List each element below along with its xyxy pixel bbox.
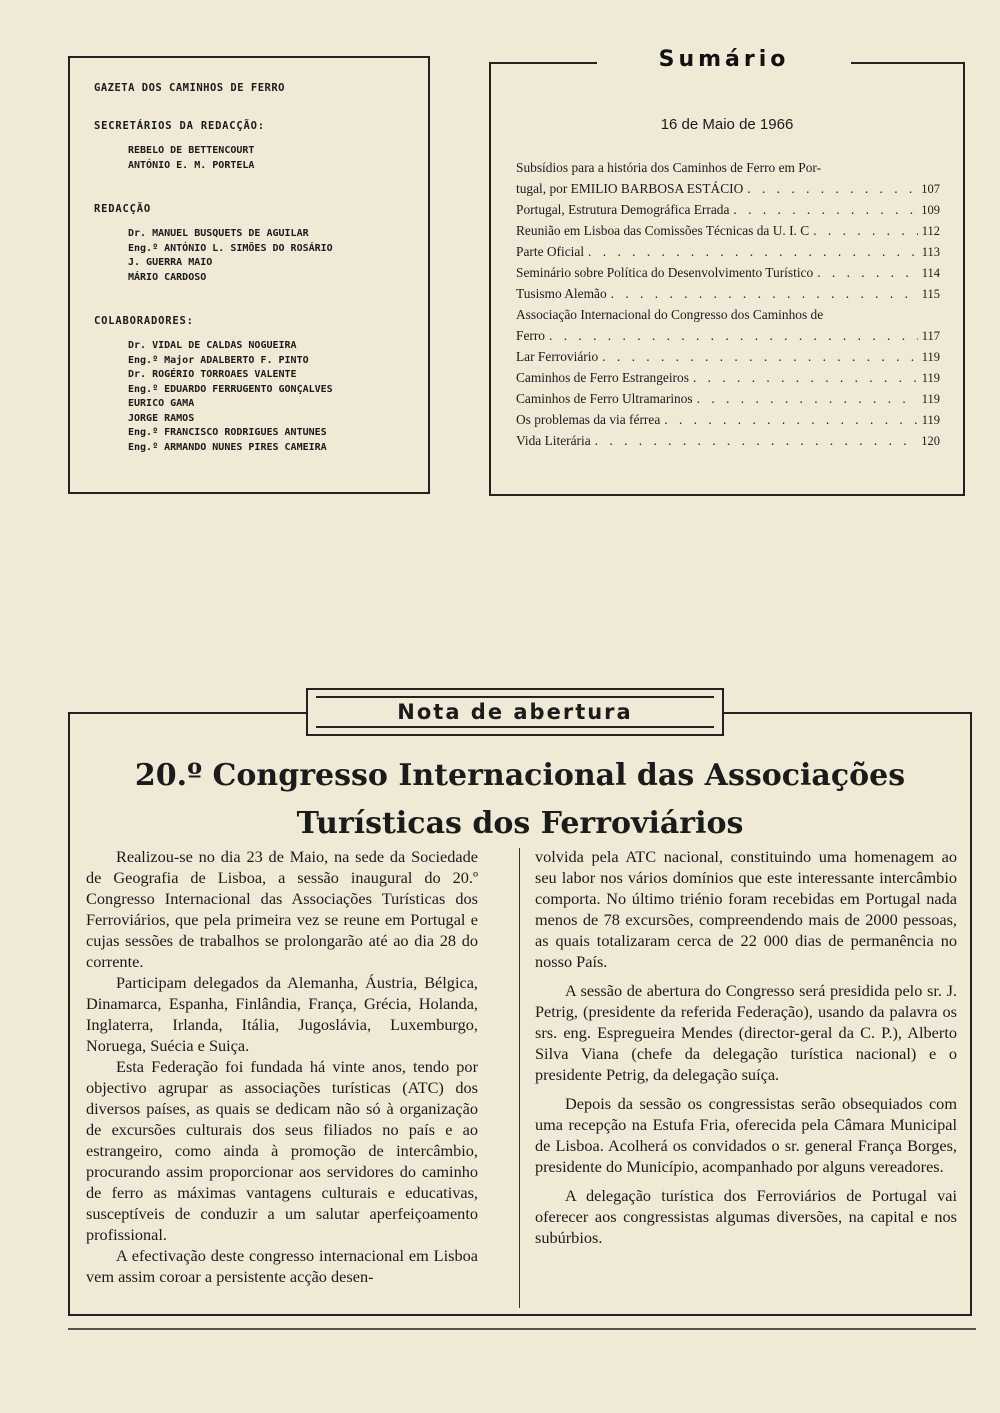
editor-name: Dr. MANUEL BUSQUETS DE AGUILAR bbox=[128, 228, 309, 239]
contributor-name: Dr. ROGÉRIO TORROAES VALENTE bbox=[128, 369, 297, 380]
contributor-name: Eng.º FRANCISCO RODRIGUES ANTUNES bbox=[128, 427, 327, 438]
staff-title: GAZETA DOS CAMINHOS DE FERRO bbox=[94, 82, 286, 94]
bottom-rule bbox=[68, 1328, 976, 1330]
toc-item-page: 107 bbox=[921, 182, 940, 196]
toc-item-title: Lar Ferroviário bbox=[516, 349, 599, 364]
toc-item-page: 119 bbox=[921, 392, 940, 406]
article-column-left bbox=[86, 846, 478, 1287]
secretary-name: ANTÓNIO E. M. PORTELA bbox=[128, 159, 255, 171]
toc-leader bbox=[595, 433, 918, 449]
toc-leader bbox=[602, 349, 918, 365]
article-paragraph: Esta Federação foi fundada há vinte anos, tendo por objectivo agrupar as associações turísticas (ATC) dos diversos países, as quais se dedicam não só à organização de excursões culturais dos seus filiados no país e ao estrangeiro, como ainda à promoção de intercâmbio, procurando assim proporcionar aos servidores do caminho de ferro as máximas vantagens culturais e educativas, susceptíveis de conduzir a um salutar aperfeiçoamento profissional. bbox=[86, 1057, 478, 1244]
banner-rule bbox=[68, 712, 306, 714]
toc-item-title: Ferro bbox=[516, 328, 546, 343]
toc-item bbox=[516, 328, 940, 349]
toc-leader bbox=[611, 286, 918, 302]
toc-item-page: 114 bbox=[921, 266, 940, 280]
toc-leader bbox=[588, 244, 918, 260]
toc-item-title: Reunião em Lisboa das Comissões Técnicas da U. I. C bbox=[516, 223, 810, 238]
article-column-right bbox=[535, 846, 957, 1248]
article-paragraph: A sessão de abertura do Congresso será presidida pelo sr. J. Petrig, (presidente da referida Federação), usando da palavra os srs. eng. Espregueira Mendes (director-geral da C. P.), Alberto Silva Viana (chefe da delegação turística nacional) e o presidente Petrig, da delegação suíça. bbox=[535, 981, 957, 1084]
contributor-name: Eng.º ARMANDO NUNES PIRES CAMEIRA bbox=[128, 441, 327, 453]
toc-leader bbox=[817, 265, 918, 281]
toc-leader bbox=[549, 328, 918, 344]
toc-item bbox=[516, 223, 940, 244]
toc-item-title: tugal, por EMILIO BARBOSA ESTÁCIO bbox=[516, 181, 744, 196]
editor-name: MÁRIO CARDOSO bbox=[128, 271, 207, 283]
toc-item-title: Caminhos de Ferro Estrangeiros bbox=[516, 370, 689, 385]
toc-item-title: Os problemas da via férrea bbox=[516, 412, 661, 427]
toc-item-title: Parte Oficial bbox=[516, 244, 585, 259]
toc-leader bbox=[697, 391, 918, 407]
toc-item bbox=[516, 412, 940, 433]
nota-banner-label: Nota de abertura bbox=[316, 696, 714, 728]
secretaries-list bbox=[128, 144, 428, 173]
toc-leader bbox=[747, 181, 917, 197]
article-paragraph: Participam delegados da Alemanha, Áustria, Bélgica, Dinamarca, Espanha, Finlândia, França, Grécia, Holanda, Inglaterra, Irlanda, Itália, Jugoslávia, Luxemburgo, Noruega, Suécia e Suiça. bbox=[86, 973, 478, 1055]
article-paragraph: A delegação turística dos Ferroviários de Portugal vai oferecer aos congressistas algumas diversões, na capital e nos subúrbios. bbox=[535, 1186, 957, 1247]
table-of-contents bbox=[516, 160, 940, 454]
toc-item-title: Caminhos de Ferro Ultramarinos bbox=[516, 391, 693, 406]
toc-item-page: 109 bbox=[921, 203, 940, 217]
article-paragraph: volvida pela ATC nacional, constituindo uma homenagem ao seu labor nos vários domínios que este interessante intercâmbio comporta. No último triénio foram recebidas em Portugal nada menos de 78 excursões, compreendendo mais de 2000 pessoas, as quais totalizaram cerca de 22 000 dias de permanência no nosso País. bbox=[535, 847, 957, 971]
banner-rule bbox=[724, 712, 972, 714]
article-paragraph: Realizou-se no dia 23 de Maio, na sede da Sociedade de Geografia de Lisboa, a sessão inaugural do 20.º Congresso Internacional das Associações Turísticas dos Ferroviários, que pela primeira vez se reune em Portugal e cujas sessões de trabalhos se prolongarão até ao dia 28 do corrente. bbox=[86, 847, 478, 971]
toc-item bbox=[516, 391, 940, 412]
toc-item bbox=[516, 370, 940, 391]
toc-leader bbox=[664, 412, 917, 428]
summary-title: Sumário bbox=[597, 46, 851, 74]
toc-leader bbox=[813, 223, 918, 239]
toc-item-page: 115 bbox=[921, 287, 940, 301]
toc-item-page: 112 bbox=[921, 224, 940, 238]
nota-banner bbox=[306, 688, 724, 736]
toc-leader bbox=[733, 202, 917, 218]
toc-item-author: EMILIO BARBOSA ESTÁCIO bbox=[570, 181, 744, 196]
secretaries-label: SECRETÁRIOS DA REDACÇÃO: bbox=[94, 120, 265, 132]
toc-item bbox=[516, 286, 940, 307]
staff-box bbox=[68, 56, 430, 494]
toc-item-title: Tusismo Alemão bbox=[516, 286, 607, 301]
toc-item bbox=[516, 265, 940, 286]
contributor-name: Eng.º EDUARDO FERRUGENTO GONÇALVES bbox=[128, 383, 333, 395]
toc-item-title: Portugal, Estrutura Demográfica Errada bbox=[516, 202, 730, 217]
contributors-label: COLABORADORES: bbox=[94, 315, 194, 327]
editorial-label: REDACÇÃO bbox=[94, 203, 151, 215]
toc-item-page: 119 bbox=[921, 371, 940, 385]
toc-item bbox=[516, 433, 940, 454]
toc-item-page: 120 bbox=[921, 434, 940, 448]
contributor-name: Dr. VIDAL DE CALDAS NOGUEIRA bbox=[128, 340, 297, 351]
toc-leader bbox=[693, 370, 918, 386]
contributor-name: JORGE RAMOS bbox=[128, 412, 195, 424]
article-title-line: Turísticas dos Ferroviários bbox=[296, 806, 744, 841]
contributors-list bbox=[128, 339, 428, 455]
toc-item bbox=[516, 244, 940, 265]
summary-date: 16 de Maio de 1966 bbox=[660, 116, 794, 133]
toc-item-title: Seminário sobre Política do Desenvolvimento Turístico bbox=[516, 265, 814, 280]
editor-name: J. GUERRA MAIO bbox=[128, 257, 213, 268]
toc-item bbox=[516, 202, 940, 223]
secretary-name: REBELO DE BETTENCOURT bbox=[128, 145, 255, 156]
toc-item bbox=[516, 349, 940, 370]
toc-item-line: Associação Internacional do Congresso dos Caminhos de bbox=[516, 307, 824, 322]
contributor-name: EURICO GAMA bbox=[128, 398, 195, 409]
toc-item-title: Vida Literária bbox=[516, 433, 591, 448]
column-divider bbox=[519, 848, 520, 1308]
toc-item-page: 119 bbox=[921, 413, 940, 427]
article-paragraph: Depois da sessão os congressistas serão obsequiados com uma recepção na Estufa Fria, oferecida pela Câmara Municipal de Lisboa. Acolherá os convidados o sr. general França Borges, presidente do Município, acompanhado por alguns vereadores. bbox=[535, 1094, 957, 1176]
toc-item-page: 119 bbox=[921, 350, 940, 364]
article-title-line: 20.º Congresso Internacional das Associações bbox=[134, 758, 906, 793]
editorial-list bbox=[128, 227, 428, 285]
toc-item-page: 113 bbox=[921, 245, 940, 259]
toc-item-line: Subsídios para a história dos Caminhos de Ferro em Por- bbox=[516, 160, 822, 175]
article-paragraph: A efectivação deste congresso internacional em Lisboa vem assim coroar a persistente acção desen- bbox=[86, 1246, 478, 1286]
contributor-name: Eng.º Major ADALBERTO F. PINTO bbox=[128, 354, 309, 366]
editor-name: Eng.º ANTÓNIO L. SIMÕES DO ROSÁRIO bbox=[128, 242, 333, 254]
toc-item-page: 117 bbox=[921, 329, 940, 343]
article-title bbox=[120, 752, 920, 848]
toc-item bbox=[516, 181, 940, 202]
